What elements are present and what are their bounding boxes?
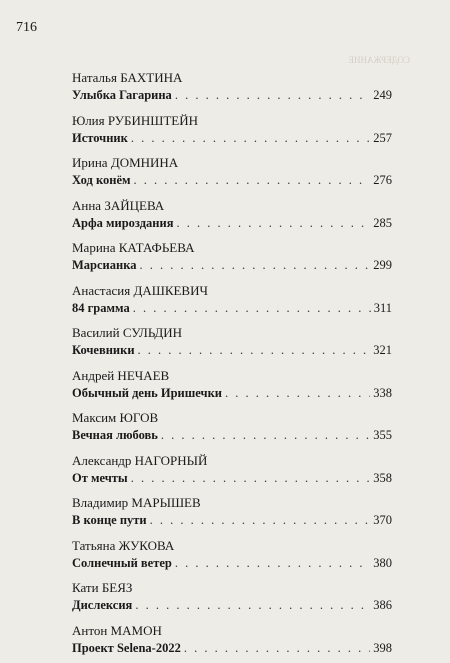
toc-leader-dots bbox=[175, 555, 370, 572]
toc-row bbox=[72, 130, 392, 147]
toc-leader-dots bbox=[225, 385, 370, 402]
toc-author: Владимир МАРЫШЕВ bbox=[72, 495, 392, 510]
toc-entry bbox=[72, 111, 392, 154]
toc-page-number: 380 bbox=[373, 555, 392, 572]
toc-page-number: 338 bbox=[373, 385, 392, 402]
toc-page-number: 249 bbox=[373, 87, 392, 104]
toc-entry bbox=[72, 238, 392, 281]
toc-author: Юлия РУБИНШТЕЙН bbox=[72, 113, 392, 128]
toc-entry bbox=[72, 68, 392, 111]
toc-author: Кати БЕЯЗ bbox=[72, 580, 392, 595]
toc-row bbox=[72, 257, 392, 274]
toc-entry bbox=[72, 323, 392, 366]
toc-leader-dots bbox=[150, 512, 371, 529]
toc-row bbox=[72, 300, 392, 317]
toc-author: Татьяна ЖУКОВА bbox=[72, 538, 392, 553]
toc-page-number: 311 bbox=[374, 300, 392, 317]
toc-row bbox=[72, 597, 392, 614]
toc-leader-dots bbox=[134, 172, 371, 189]
toc-entry bbox=[72, 281, 392, 324]
toc-title: Вечная любовь bbox=[72, 427, 158, 444]
toc-page-number: 386 bbox=[373, 597, 392, 614]
page-number: 716 bbox=[16, 20, 37, 36]
toc-page-number: 370 bbox=[373, 512, 392, 529]
toc-leader-dots bbox=[175, 87, 370, 104]
toc-title: Обычный день Иришечки bbox=[72, 385, 222, 402]
toc-author: Максим ЮГОВ bbox=[72, 410, 392, 425]
toc-row bbox=[72, 87, 392, 104]
toc-entry bbox=[72, 408, 392, 451]
toc-row bbox=[72, 470, 392, 487]
toc-author: Наталья БАХТИНА bbox=[72, 70, 392, 85]
toc-leader-dots bbox=[135, 597, 370, 614]
toc-entry bbox=[72, 493, 392, 536]
toc-author: Андрей НЕЧАЕВ bbox=[72, 368, 392, 383]
bleed-through-heading: СОДЕРЖАНИЕ bbox=[180, 48, 410, 72]
toc-author: Анна ЗАЙЦЕВА bbox=[72, 198, 392, 213]
toc-leader-dots bbox=[184, 640, 370, 657]
toc-entry bbox=[72, 196, 392, 239]
toc-leader-dots bbox=[131, 470, 371, 487]
toc-page-number: 358 bbox=[373, 470, 392, 487]
toc-entry bbox=[72, 621, 392, 663]
toc-title: Дислексия bbox=[72, 597, 132, 614]
toc-entry bbox=[72, 578, 392, 621]
toc-row bbox=[72, 342, 392, 359]
toc-author: Антон МАМОН bbox=[72, 623, 392, 638]
toc-leader-dots bbox=[176, 215, 370, 232]
toc-author: Анастасия ДАШКЕВИЧ bbox=[72, 283, 392, 298]
toc-page-number: 398 bbox=[373, 640, 392, 657]
toc-leader-dots bbox=[133, 300, 371, 317]
table-of-contents bbox=[72, 68, 392, 663]
toc-row bbox=[72, 512, 392, 529]
toc-title: Арфа мироздания bbox=[72, 215, 173, 232]
toc-title: От мечты bbox=[72, 470, 128, 487]
toc-title: Ход конём bbox=[72, 172, 131, 189]
toc-row bbox=[72, 172, 392, 189]
toc-page-number: 276 bbox=[373, 172, 392, 189]
toc-entry bbox=[72, 366, 392, 409]
toc-author: Василий СУЛЬДИН bbox=[72, 325, 392, 340]
toc-author: Ирина ДОМНИНА bbox=[72, 155, 392, 170]
toc-page-number: 321 bbox=[373, 342, 392, 359]
toc-row bbox=[72, 555, 392, 572]
toc-title: Кочевники bbox=[72, 342, 135, 359]
toc-author: Марина КАТАФЬЕВА bbox=[72, 240, 392, 255]
toc-row bbox=[72, 215, 392, 232]
toc-title: Проект Selena-2022 bbox=[72, 640, 181, 657]
toc-title: Марсианка bbox=[72, 257, 136, 274]
toc-leader-dots bbox=[131, 130, 370, 147]
toc-author: Александр НАГОРНЫЙ bbox=[72, 453, 392, 468]
toc-leader-dots bbox=[161, 427, 370, 444]
toc-title: Улыбка Гагарина bbox=[72, 87, 172, 104]
toc-title: Солнечный ветер bbox=[72, 555, 172, 572]
toc-leader-dots bbox=[139, 257, 370, 274]
toc-page-number: 257 bbox=[373, 130, 392, 147]
toc-page-number: 285 bbox=[373, 215, 392, 232]
toc-title: 84 грамма bbox=[72, 300, 130, 317]
toc-row bbox=[72, 427, 392, 444]
toc-entry bbox=[72, 451, 392, 494]
toc-entry bbox=[72, 153, 392, 196]
toc-row bbox=[72, 640, 392, 657]
toc-row bbox=[72, 385, 392, 402]
toc-title: Источник bbox=[72, 130, 128, 147]
toc-leader-dots bbox=[138, 342, 371, 359]
toc-entry bbox=[72, 536, 392, 579]
toc-title: В конце пути bbox=[72, 512, 147, 529]
toc-page-number: 299 bbox=[373, 257, 392, 274]
toc-page-number: 355 bbox=[373, 427, 392, 444]
